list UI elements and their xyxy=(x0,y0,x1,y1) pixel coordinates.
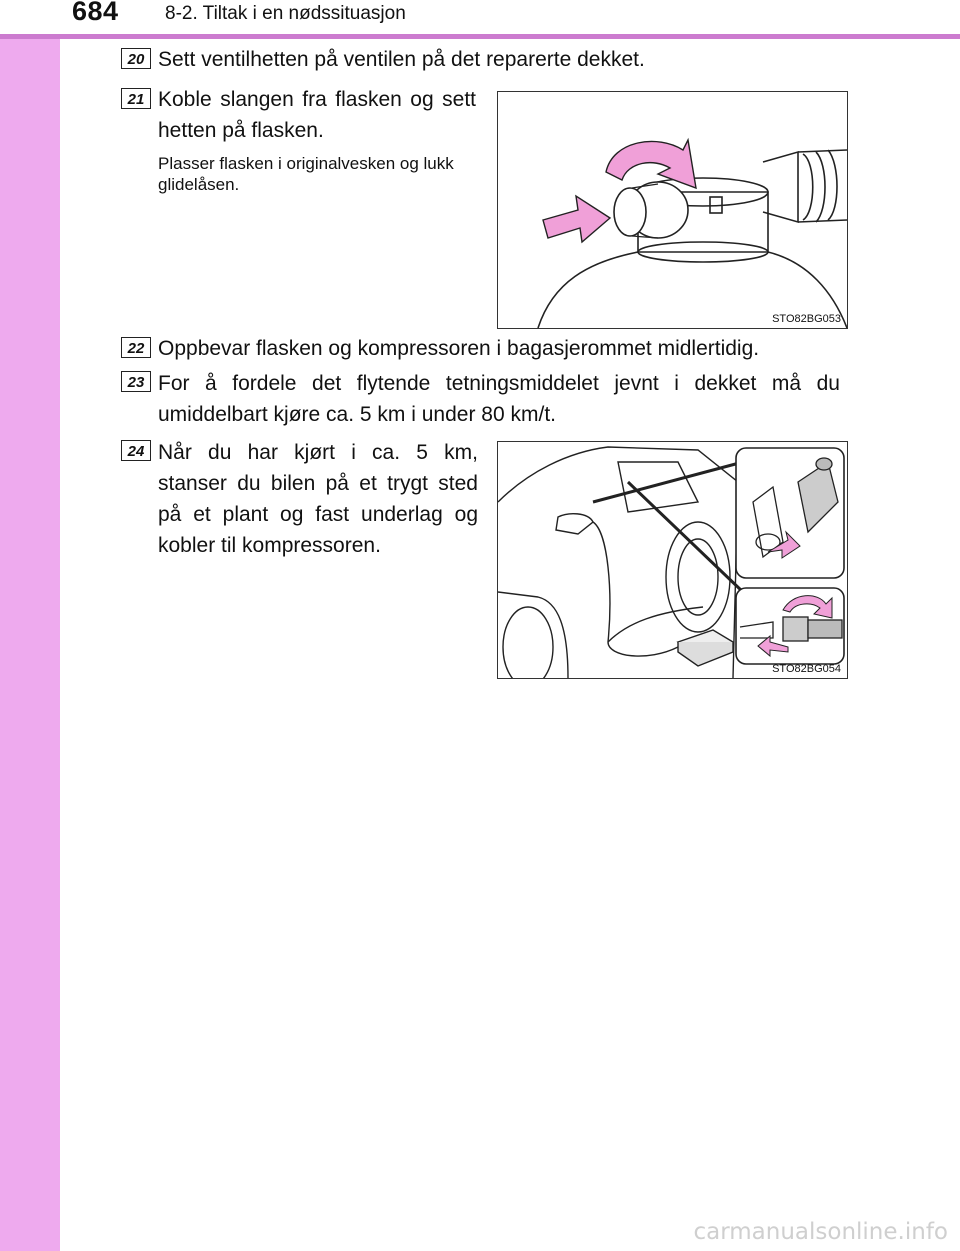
page-header xyxy=(0,0,960,34)
step-number-badge: 20 xyxy=(121,48,151,69)
step-text: Når du har kjørt i ca. 5 km, stanser du bilen på et trygt sted på et plant og fast underlag og kobler til kompressoren. xyxy=(158,441,478,557)
cap-part xyxy=(614,182,688,238)
section-title: 8-2. Tiltak i en nødssituasjon xyxy=(165,3,406,24)
bottle-cap-illustration xyxy=(498,92,847,328)
figure-code: STO82BG053 xyxy=(772,313,841,325)
step-number-badge: 22 xyxy=(121,337,151,358)
step-note: Plasser flasken i originalvesken og lukk glidelåsen. xyxy=(158,154,454,194)
figure-code: STO82BG054 xyxy=(772,663,841,675)
step-number-badge: 21 xyxy=(121,88,151,109)
push-arrow-icon xyxy=(543,196,610,242)
watermark-text: carmanualsonline.info xyxy=(693,1219,948,1245)
car-compressor-illustration xyxy=(498,442,847,678)
page-number: 684 xyxy=(72,0,119,26)
step-text: For å fordele det flytende tetningsmiddelet jevnt i dekket må du umiddelbart kjøre ca. 5 km i under 80 km/t. xyxy=(158,372,840,426)
compressor xyxy=(678,630,733,666)
header-rule xyxy=(0,34,960,39)
step-number-badge: 23 xyxy=(121,371,151,392)
figure-car-compressor xyxy=(497,441,848,679)
step-text: Koble slangen fra flasken og sett hetten på flasken. xyxy=(158,88,476,142)
step-text: Oppbevar flasken og kompressoren i bagasjerommet midlertidig. xyxy=(158,337,760,360)
figure-bottle-cap xyxy=(497,91,848,329)
step-text: Sett ventilhetten på ventilen på det reparerte dekket. xyxy=(158,48,645,71)
step-number-badge: 24 xyxy=(121,440,151,461)
chapter-sidebar xyxy=(0,0,60,1251)
rotate-arrow-icon xyxy=(606,140,696,188)
